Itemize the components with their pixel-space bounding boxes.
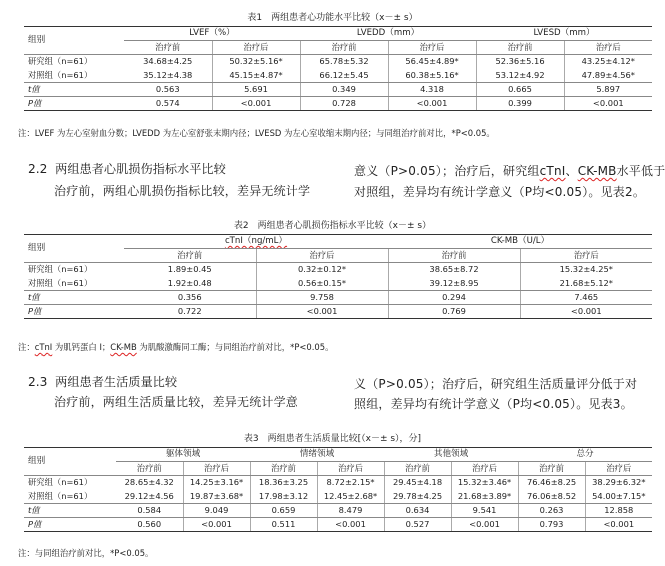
note-prefix: 注： [18,342,35,352]
section-2-3-right-line1: 义（P>0.05）；治疗后，研究组生活质量评分低于对 [354,377,638,391]
table-cell: 1.92±0.48 [124,277,256,291]
table-cell: 45.15±4.87* [212,69,300,83]
table-cell: 34.68±4.25 [143,56,193,67]
table-cell: 38.65±8.72 [388,263,520,277]
section-2-2-heading [28,160,226,177]
section-2-3-left-line: 治疗前，两组生活质量比较，差异无统计学意 [54,395,299,409]
table-row [24,263,652,277]
table-cell: 0.793 [518,518,585,532]
table-cell: <0.001 [183,518,250,532]
row-label: P值 [24,305,124,319]
table3-sub: 治疗后 [451,462,518,476]
table-cell: 21.68±3.89* [451,490,518,504]
table-cell: 29.12±4.56 [116,490,183,504]
table-cell: 5.691 [212,83,300,97]
table-cell: 0.294 [388,291,520,305]
table-cell: 0.511 [250,518,317,532]
table-cell: 76.06±8.52 [518,490,585,504]
table-row [24,305,652,319]
table-cell: 0.349 [300,83,388,97]
table3-corner: 组别 [24,448,116,476]
table-cell: 14.25±3.16* [183,476,250,490]
heading-number: 2.3 [28,375,48,389]
table-cell: <0.001 [388,97,476,111]
table2-sub: 治疗前 [388,249,520,263]
table2-group [124,235,388,249]
table-row [24,504,652,518]
table-cell: 65.78±5.32 [300,55,388,69]
table-cell: <0.001 [317,518,384,532]
table-cell: 0.399 [476,97,564,111]
text-run: 水平低于 [616,164,665,178]
section-2-3-right-line2: 照组，差异均有统计学意义（P均<0.05）。见表3。 [354,397,633,411]
table-cell: 9.541 [451,504,518,518]
table3-group: 情绪领域 [250,448,384,462]
table-cell: <0.001 [256,305,388,319]
table2-sub: 治疗前 [124,249,256,263]
table-cell: 0.634 [384,504,451,518]
heading-number: 2.2 [28,162,48,176]
row-label: 对照组（n=61） [24,69,124,83]
row-label: t值 [24,83,124,97]
table2-header-row [24,235,652,249]
row-label: 研究组（n=61） [28,477,93,488]
table-cell: 17.98±3.12 [250,490,317,504]
row-label: t值 [24,291,124,305]
table-cell: 18.36±3.25 [250,476,317,490]
table1-sub: 治疗后 [388,41,476,55]
table1 [24,26,652,111]
table-cell: 15.32±3.46* [451,476,518,490]
table-cell: 50.32±5.16* [212,55,300,69]
term-ckmb: CK-MB [577,164,617,178]
table-cell: 35.12±4.38 [124,69,212,83]
table3-header-row [24,448,652,462]
row-label: P值 [24,97,124,111]
table1-corner: 组别 [24,27,124,55]
section-2-2-right-line2: 对照组，差异均有统计学意义（P均<0.05）。见表2。 [354,185,646,199]
table-cell: 38.29±6.32* [585,476,652,490]
table2-note [18,341,333,353]
table-cell: 0.563 [124,83,212,97]
table-cell: 15.32±4.25* [520,263,652,277]
table3-sub: 治疗前 [250,462,317,476]
table-cell: 0.560 [116,518,183,532]
table-cell: 0.263 [518,504,585,518]
table-cell: 0.584 [116,504,183,518]
table-cell: 0.728 [300,97,388,111]
table-cell: 1.89±0.45 [167,264,212,275]
table-cell: 5.897 [564,83,652,97]
table-cell: 43.25±4.12* [564,55,652,69]
table-row [24,69,652,83]
table3-sub: 治疗后 [317,462,384,476]
table-cell: 60.38±5.16* [388,69,476,83]
table3-sub: 治疗后 [183,462,250,476]
table3 [24,447,652,532]
table2 [24,234,652,319]
heading-text: 两组患者生活质量比较 [55,375,178,389]
table3-group: 躯体领域 [116,448,250,462]
text-run: 为肌钙蛋白 I； [52,342,111,352]
table1-sub: 治疗前 [124,41,212,55]
row-label: P值 [24,518,116,532]
table3-caption: 表3 两组患者生活质量比较[（x－± s），分] [243,434,422,444]
row-label: 研究组（n=61） [28,264,93,275]
row-label: 对照组（n=61） [24,490,116,504]
text-run: 为肌酸激酶同工酶；与同组治疗前对比，*P<0.05。 [136,342,334,352]
table2-sub: 治疗后 [520,249,652,263]
table3-sub: 治疗前 [116,462,183,476]
heading-text: 两组患者心肌损伤指标水平比较 [55,162,226,176]
group-label: cTnI（ng/mL） [224,236,288,246]
table-cell: 19.87±3.68* [183,490,250,504]
table-row [24,83,652,97]
table3-group: 其他领域 [384,448,518,462]
table-cell: 56.45±4.89* [388,55,476,69]
table1-group: LVESD（mm） [476,27,652,41]
table3-sub: 治疗后 [585,462,652,476]
table-cell: 8.479 [317,504,384,518]
table3-sub: 治疗前 [384,462,451,476]
table-cell: 4.318 [388,83,476,97]
table-cell: 7.465 [520,291,652,305]
table1-sub: 治疗后 [564,41,652,55]
table1-sub: 治疗后 [212,41,300,55]
table-cell: 8.72±2.15* [317,476,384,490]
table-cell: 9.049 [183,504,250,518]
table-cell: <0.001 [212,97,300,111]
table-row [24,518,652,532]
table3-sub: 治疗前 [518,462,585,476]
table-row [24,55,652,69]
table-cell: 0.769 [388,305,520,319]
table-cell: 29.78±4.25 [384,490,451,504]
table-cell: <0.001 [585,518,652,532]
table1-header-row [24,27,652,41]
table-cell: <0.001 [451,518,518,532]
table-cell: 0.356 [124,291,256,305]
text-run: 、 [565,164,578,178]
table-cell: 66.12±5.45 [300,69,388,83]
table-cell: 52.36±5.16 [476,55,564,69]
table-row [24,476,652,490]
row-label: 研究组（n=61） [28,56,93,67]
table-cell: 28.65±4.32 [124,477,174,488]
table2-sub: 治疗后 [256,249,388,263]
table1-caption: 表1 两组患者心功能水平比较（x－± s） [247,13,418,23]
table-row [24,97,652,111]
table1-note: 注：LVEF 为左心室射血分数；LVEDD 为左心室舒张末期内径；LVESD 为左心室收缩末期内径；与同组治疗前对比，*P<0.05。 [18,128,495,138]
row-label: 对照组（n=61） [24,277,124,291]
table-cell: 29.45±4.18 [384,476,451,490]
table1-sub: 治疗前 [476,41,564,55]
table2-group: CK-MB（U/L） [388,235,652,249]
table-cell: 47.89±4.56* [564,69,652,83]
table-cell: 21.68±5.12* [520,277,652,291]
table-cell: 0.665 [476,83,564,97]
table2-corner: 组别 [24,235,124,263]
table-row [24,490,652,504]
table3-note: 注：与同组治疗前对比，*P<0.05。 [18,548,154,558]
table-cell: <0.001 [564,97,652,111]
table3-subheader-row [24,462,652,476]
table-cell: 0.722 [124,305,256,319]
term-ctni: cTnI [34,342,53,352]
table-row [24,277,652,291]
table-cell: 53.12±4.92 [476,69,564,83]
row-label: t值 [24,504,116,518]
table-cell: 12.858 [585,504,652,518]
table-row [24,291,652,305]
table-cell: 0.56±0.15* [256,277,388,291]
table-cell: 39.12±8.95 [388,277,520,291]
term-ckmb: CK-MB [110,342,137,352]
section-2-3-heading [28,373,177,390]
table3-group: 总分 [518,448,652,462]
table2-caption: 表2 两组患者心肌损伤指标水平比较（x－± s） [233,221,432,231]
table-cell: 0.659 [250,504,317,518]
table-cell: <0.001 [520,305,652,319]
text-run: 意义（P>0.05）；治疗后，研究组 [354,164,540,178]
section-2-2-left-line: 治疗前，两组心肌损伤指标比较，差异无统计学 [54,184,311,198]
table1-sub: 治疗前 [300,41,388,55]
table1-group: LVEDD（mm） [300,27,476,41]
term-ctni: cTnI [539,164,566,178]
table-cell: 9.758 [256,291,388,305]
table-cell: 0.574 [124,97,212,111]
table-cell: 12.45±2.68* [317,490,384,504]
table1-group: LVEF（%） [124,27,300,41]
table-cell: 54.00±7.15* [585,490,652,504]
table-cell: 0.527 [384,518,451,532]
table-cell: 0.32±0.12* [256,263,388,277]
section-2-2-right-line1 [354,162,665,179]
table-cell: 76.46±8.25 [518,476,585,490]
